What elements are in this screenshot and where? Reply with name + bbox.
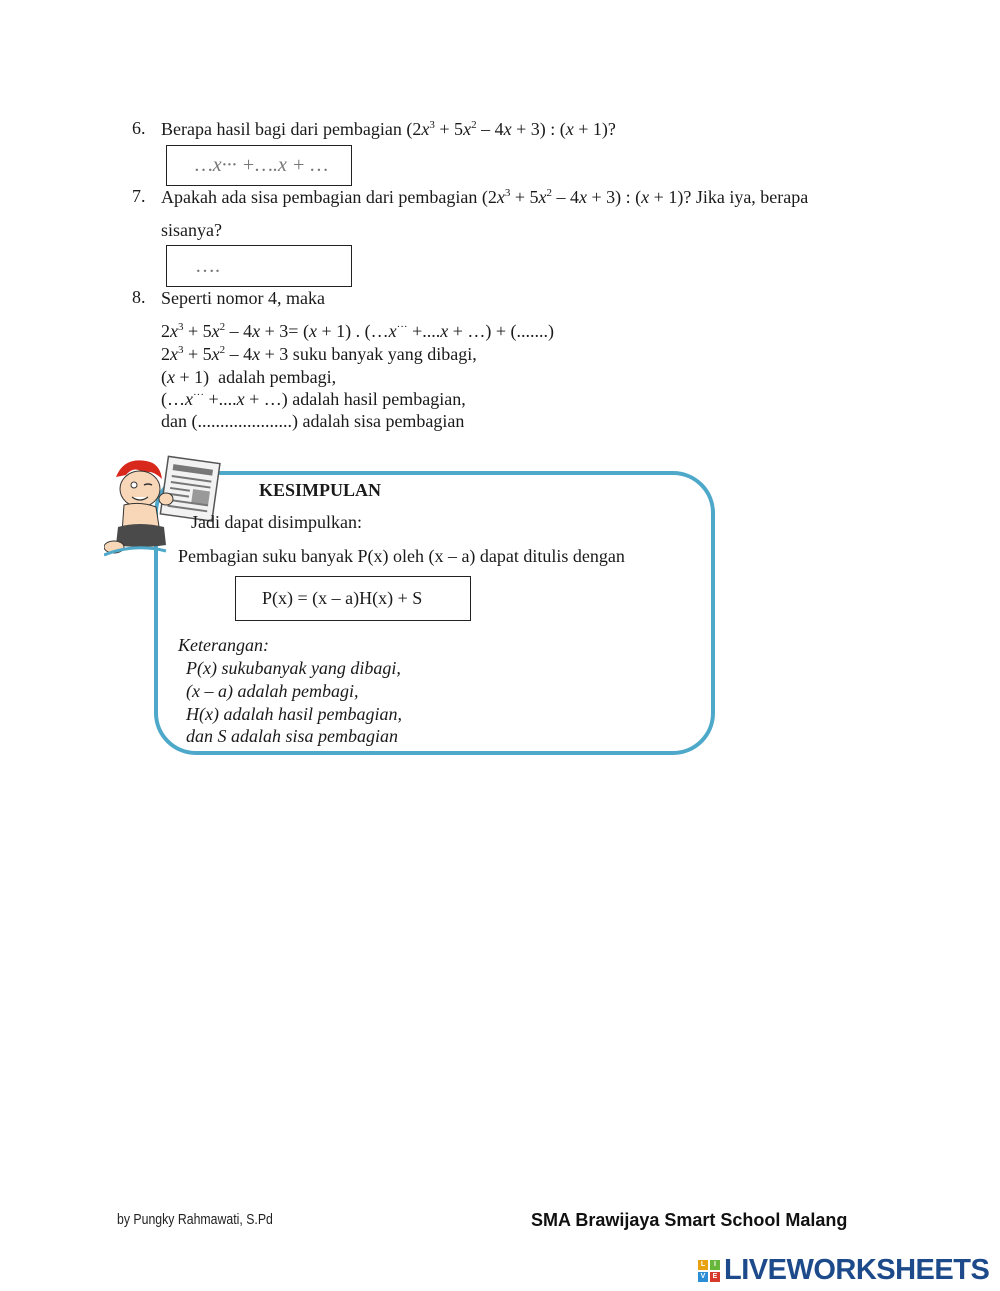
section8-line4: (…x··· +....x + …) adalah hasil pembagian,: [161, 389, 466, 409]
school-name: SMA Brawijaya Smart School Malang: [531, 1210, 848, 1230]
kesimpulan-statement: Pembagian suku banyak P(x) oleh (x – a) dapat ditulis dengan: [178, 546, 625, 566]
liveworksheets-logo-icon: L I V E: [698, 1260, 720, 1282]
formula-box: [235, 576, 471, 621]
kesimpulan-title: KESIMPULAN: [259, 480, 382, 500]
section8-line5: dan (.....................) adalah sisa pembagian: [161, 411, 465, 431]
question-6-prefix: Berapa hasil bagi dari pembagian (2: [161, 119, 422, 139]
liveworksheets-brand[interactable]: [698, 1254, 989, 1287]
question-7-line1: Apakah ada sisa pembagian dari pembagian $(2x^3 + 5x^2 - 4x + 3)$ : (x + 1)? Jika iya, berapa: [161, 187, 809, 207]
keterangan-item: dan S adalah sisa pembagian: [186, 726, 399, 746]
kesimpulan-intro: Jadi dapat disimpulkan:: [191, 512, 362, 532]
formula-text: P(x) = (x – a)H(x) + S: [262, 588, 423, 608]
question-8-number: 8.: [132, 287, 146, 307]
keterangan-label: Keterangan:: [178, 635, 269, 655]
section8-line1: $2x^3 + 5x^2 - 4x + 3= (x + 1)$ . (…x··· +....x + …) + (.......): [161, 321, 555, 341]
keterangan-item: H(x) adalah hasil pembagian,: [186, 704, 402, 724]
section8-line3: (x + 1) adalah pembagi,: [161, 367, 337, 387]
cartoon-boy-with-newspaper-icon: [104, 455, 222, 560]
question-7-line2: sisanya?: [161, 220, 222, 240]
question-6-number: 6.: [132, 118, 146, 138]
question-7-answer-input[interactable]: [167, 246, 351, 286]
question-7-number: 7.: [132, 186, 146, 206]
question-6-answer-box[interactable]: [166, 145, 352, 186]
keterangan-item: P(x) sukubanyak yang dibagi,: [186, 658, 401, 678]
question-6-text: Berapa hasil bagi dari pembagian $(2x^3 + 5x^2 - 4x + 3)$ : (x + 1)?: [161, 119, 616, 139]
section8-line2: $2x^3 + 5x^2 - 4x + 3$ suku banyak yang dibagi,: [161, 344, 477, 364]
author-credit: by Pungky Rahmawati, S.Pd: [117, 1211, 273, 1228]
question-8-text: Seperti nomor 4, maka: [161, 288, 325, 308]
question-7-answer-box[interactable]: [166, 245, 352, 287]
keterangan-item: (x – a) adalah pembagi,: [186, 681, 359, 701]
brand-text: LIVEWORKSHEETS: [724, 1254, 990, 1286]
question-6-answer-input[interactable]: [167, 146, 351, 185]
q6-x1: x: [421, 119, 430, 139]
